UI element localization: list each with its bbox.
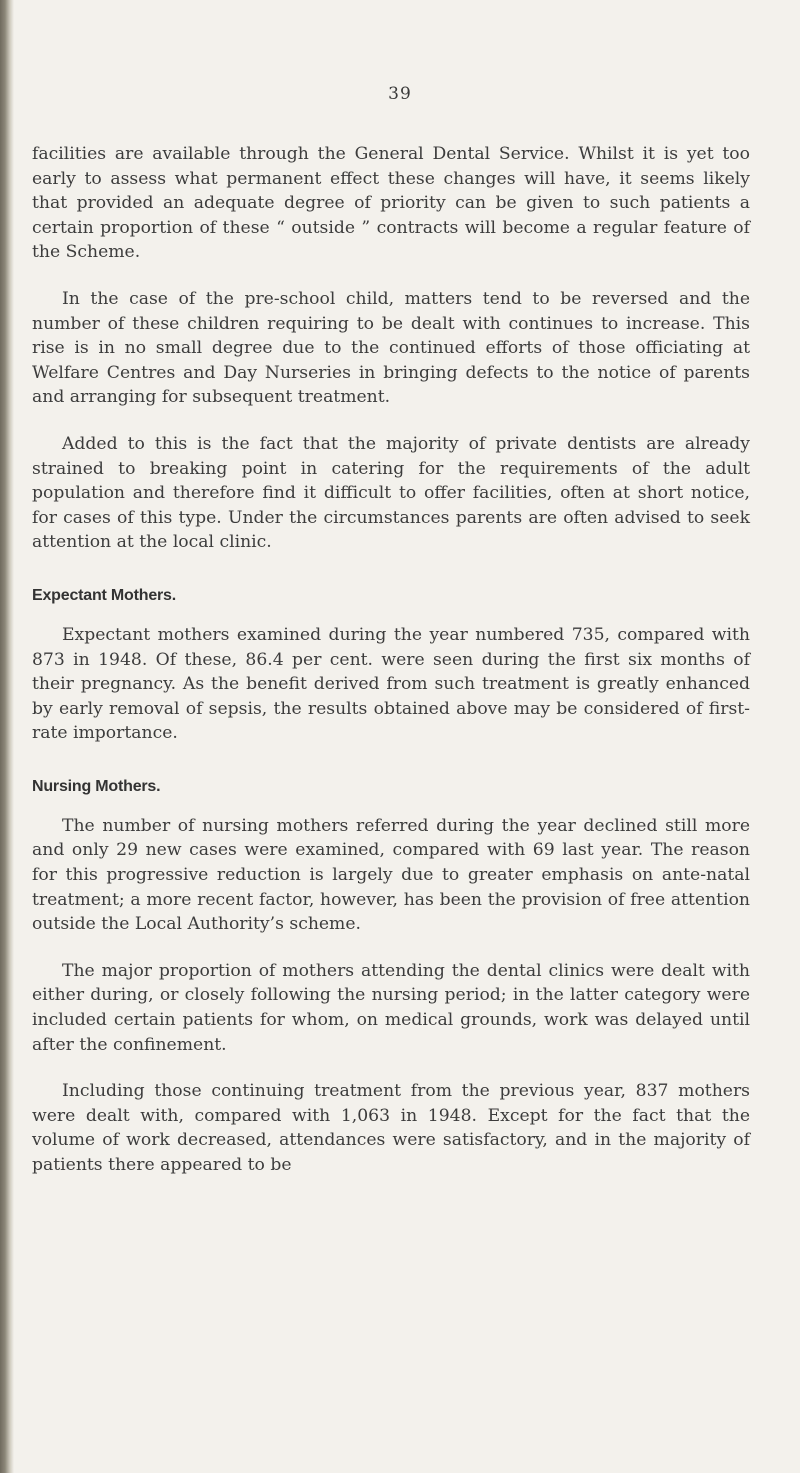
intro-paragraph-2: In the case of the pre-school child, matters tend to be reversed and the number of these children requiring to be dealt with continues to increase. This rise is in no small degree due to the continued efforts of those officiating at Welfare Centres and Day Nurseries in bringing defects to the notice of parents and arranging for subsequent treatment. [32, 288, 750, 408]
intro-paragraph-1: facilities are available through the General Dental Service. Whilst it is yet too early to assess what permanent effect these changes will have, it seems likely that provided an adequate degree of priority can be given to such patients a certain proportion of these “ outside ” contracts will become a regular feature of the Scheme. [32, 144, 750, 263]
nursing-mothers-heading: Nursing Mothers. [32, 777, 161, 795]
nursing-mothers-paragraph-3: Including those continuing treatment from the previous year, 837 mothers were dealt with, compared with 1,063 in 1948. Except for the fact that the volume of work decreased, attendances were satisfactory, and in the majority of patients there appeared to be [32, 1081, 750, 1175]
document-body [32, 142, 750, 1200]
intro-paragraph-3: Added to this is the fact that the majority of private dentists are already strained to breaking point in catering for the requirements of the adult population and therefore find it difficult to offer facilities, often at short notice, for cases of this type. Under the circumstances parents are often advised to seek attention at the local clinic. [32, 433, 750, 553]
expectant-mothers-paragraph: Expectant mothers examined during the year numbered 735, compared with 873 in 1948. Of these, 86.4 per cent. were seen during the first six months of their pregnancy. As the benefit derived from such treatment is greatly enhanced by early removal of sepsis, the results obtained above may be considered of first-rate importance. [32, 624, 750, 744]
nursing-mothers-paragraph-1: The number of nursing mothers referred during the year declined still more and only 29 new cases were examined, compared with 69 last year. The reason for this progressive reduction is largely due to greater emphasis on ante-natal treatment; a more recent factor, however, has been the provision of free attention outside the Local Authority’s scheme. [32, 815, 750, 935]
expectant-mothers-heading: Expectant Mothers. [32, 586, 176, 604]
page-binding-edge [0, 0, 14, 1473]
nursing-mothers-paragraph-2: The major proportion of mothers attending the dental clinics were dealt with either during, or closely following the nursing period; in the latter category were included certain patients for whom, on medical grounds, work was delayed until after the confinement. [32, 960, 750, 1055]
page-number: 39 [388, 84, 412, 104]
